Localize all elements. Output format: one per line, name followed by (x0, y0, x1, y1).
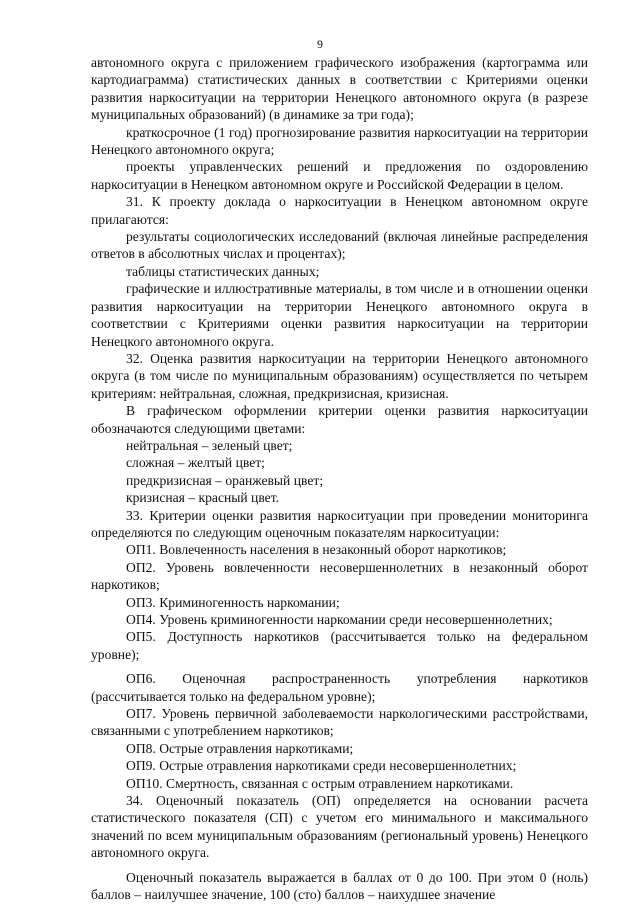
paragraph-colors-intro: В графическом оформлении критерии оценки развития наркоситуации обозначаются следующими цветами: (91, 403, 588, 436)
color-difficult: сложная – желтый цвет; (126, 455, 265, 471)
paragraph-item-34: 34. Оценочный показатель (ОП) определяется на основании расчета статистического показателя (СП) с учетом его минимального и максимального значений по всем муниципальным образованиям (региональный уровень) Ненецкого автономного округа. (91, 793, 588, 861)
color-neutral: нейтральная – зеленый цвет; (126, 437, 293, 453)
color-crisis: кризисная – красный цвет. (126, 490, 280, 506)
indicator-op5: ОП5. Доступность наркотиков (рассчитывается только на федеральном уровне); (91, 629, 588, 662)
indicator-op1: ОП1. Вовлеченность населения в незаконный оборот наркотиков; (126, 542, 507, 558)
indicator-op9: ОП9. Острые отравления наркотиками среди несовершеннолетних; (126, 758, 517, 774)
indicator-op10: ОП10. Смертность, связанная с острым отравлением наркотиками. (126, 775, 514, 791)
indicator-op6: ОП6. Оценочная распространенность употребления наркотиков (рассчитывается только на федеральном уровне); (91, 671, 588, 704)
color-precrisis: предкризисная – оранжевый цвет; (126, 472, 324, 488)
paragraph-statistics-tables: таблицы статистических данных; (126, 263, 320, 279)
paragraph-graphic-materials: графические и иллюстративные материалы, в том числе и в отношении оценки развития наркоситуации на территории Ненецкого автономного округа в соответствии с Критериями оценки развития наркоситуации на территории Ненецкого автономного округа. (91, 281, 588, 349)
page-number: 9 (317, 37, 323, 51)
paragraph-item-31: 31. К проекту доклада о наркоситуации в Ненецком автономном округе прилагаются: (91, 194, 588, 227)
paragraph-survey-results: результаты социологических исследований (включая линейные распределения ответов в абсолютных числах и процентах); (91, 229, 588, 262)
paragraph-forecast: краткосрочное (1 год) прогнозирование развития наркоситуации на территории Ненецкого автономного округа; (91, 124, 588, 158)
indicator-op7: ОП7. Уровень первичной заболеваемости наркологическими расстройствами, связанными с употреблением наркотиков; (91, 706, 588, 739)
paragraph-proposals: проекты управленческих решений и предложения по оздоровлению наркоситуации в Ненецком автономном округе и Российской Федерации в целом. (91, 159, 588, 192)
indicator-op2: ОП2. Уровень вовлеченности несовершеннолетних в незаконный оборот наркотиков; (91, 559, 588, 593)
document-body (91, 54, 588, 904)
indicator-op3: ОП3. Криминогенность наркомании; (126, 594, 340, 610)
indicator-op4: ОП4. Уровень криминогенности наркомании среди несовершеннолетних; (126, 612, 553, 627)
paragraph-continuation: автономного округа с приложением графического изображения (картограмма или картодиаграмма) статистических данных в соответствии с Критериями оценки развития наркоситуации на территории Ненецкого автономного округа (в разрезе муниципальных образований) (в динамике за три года); (91, 55, 588, 123)
paragraph-score-range: Оценочный показатель выражается в баллах от 0 до 100. При этом 0 (ноль) баллов – наилучшее значение, 100 (сто) баллов – наихудшее значение (91, 869, 588, 903)
paragraph-item-32: 32. Оценка развития наркоситуации на территории Ненецкого автономного округа (в том числе по муниципальным образованиям) осуществляется по четырем критериям: нейтральная, сложная, предкризисная, кризисная. (91, 350, 588, 401)
paragraph-item-33: 33. Критерии оценки развития наркоситуации при проведении мониторинга определяются по следующим оценочным показателям наркоситуации: (91, 507, 588, 540)
indicator-op8: ОП8. Острые отравления наркотиками; (126, 740, 354, 756)
